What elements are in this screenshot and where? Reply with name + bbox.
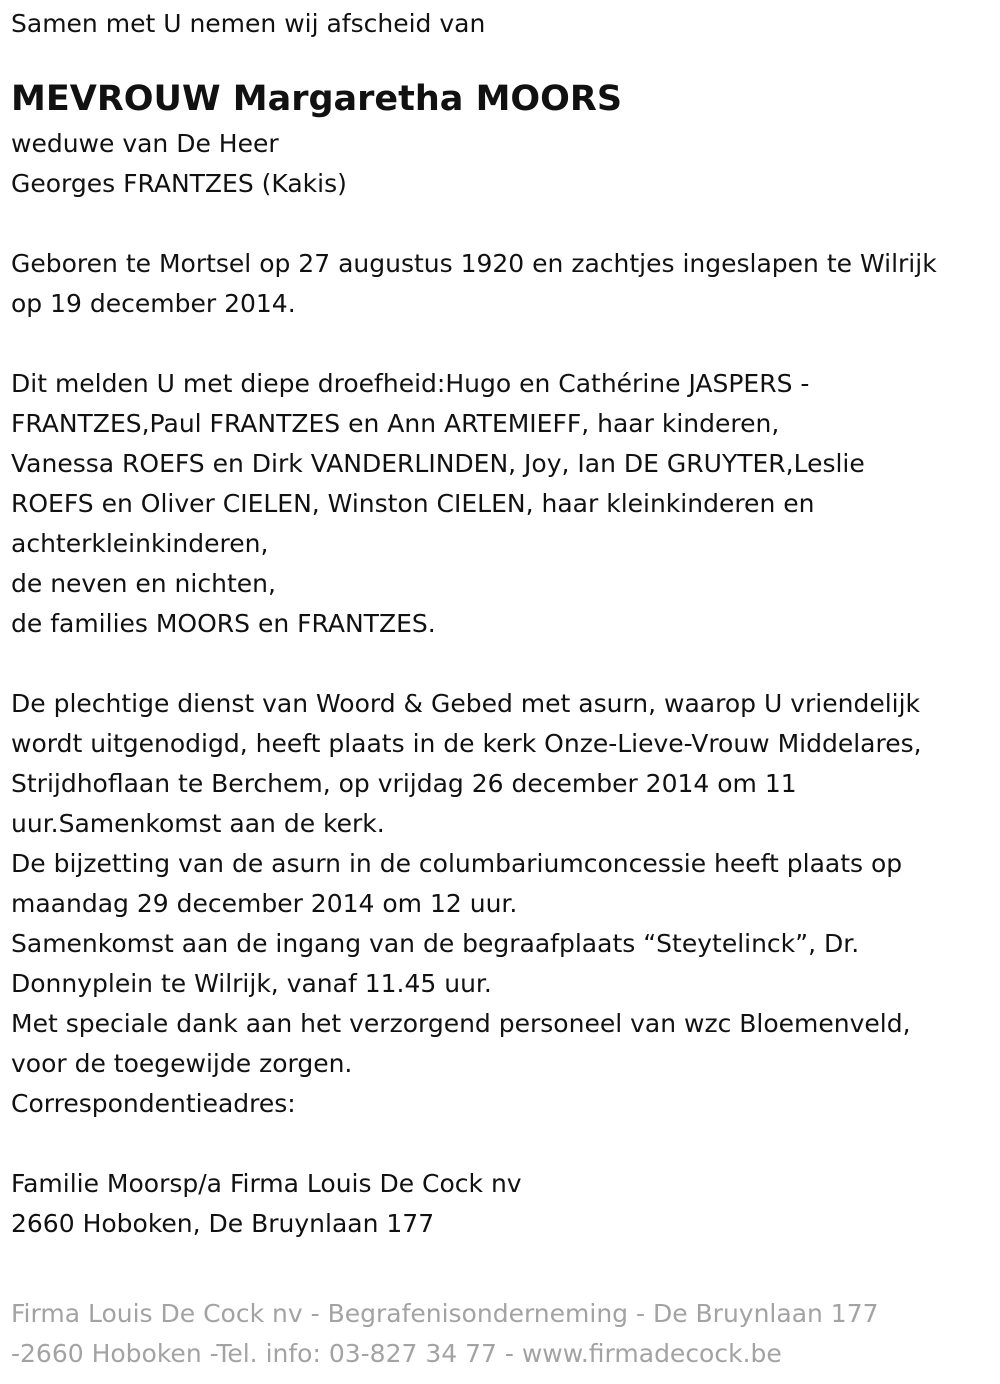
spacer [11, 324, 996, 364]
announcement-line: Dit melden U met diepe droefheid:Hugo en Cathérine JASPERS - [11, 369, 810, 398]
birth-death-line: Geboren te Mortsel op 27 augustus 1920 en zachtjes ingeslapen te Wilrijk [11, 249, 937, 278]
service-line: Strijdhoflaan te Berchem, op vrijdag 26 december 2014 om 11 [11, 769, 797, 798]
address-line: Familie Moorsp/a Firma Louis De Cock nv [11, 1169, 522, 1198]
service-line: Samenkomst aan de ingang van de begraafplaats “Steytelinck”, Dr. [11, 929, 860, 958]
spacer [11, 644, 996, 684]
birth-death-line: op 19 december 2014. [11, 289, 296, 318]
service-line: maandag 29 december 2014 om 12 uur. [11, 889, 518, 918]
service-line: wordt uitgenodigd, heeft plaats in de kerk Onze-Lieve-Vrouw Middelares, [11, 729, 922, 758]
service-line: uur.Samenkomst aan de kerk. [11, 809, 385, 838]
correspondence-address [11, 1164, 996, 1244]
funeral-home-footer [11, 1294, 996, 1374]
footer-line: Firma Louis De Cock nv - Begrafenisonderneming - De Bruynlaan 177 [11, 1299, 879, 1328]
obituary-document [11, 4, 996, 1244]
service-line: Donnyplein te Wilrijk, vanaf 11.45 uur. [11, 969, 492, 998]
service-line: Met speciale dank aan het verzorgend personeel van wzc Bloemenveld, [11, 1009, 911, 1038]
announcement-paragraph [11, 364, 996, 644]
service-line: Correspondentieadres: [11, 1089, 296, 1118]
announcement-line: ROEFS en Oliver CIELEN, Winston CIELEN, haar kleinkinderen en [11, 489, 815, 518]
spacer [11, 1124, 996, 1164]
announcement-line: Vanessa ROEFS en Dirk VANDERLINDEN, Joy, Ian DE GRUYTER,Leslie [11, 449, 865, 478]
spacer [11, 204, 996, 244]
birth-death-paragraph [11, 244, 996, 324]
announcement-line: de families MOORS en FRANTZES. [11, 609, 436, 638]
relation-line-2: Georges FRANTZES (Kakis) [11, 169, 347, 198]
announcement-line: de neven en nichten, [11, 569, 276, 598]
relation-line-1: weduwe van De Heer [11, 129, 279, 158]
service-paragraph [11, 684, 996, 1124]
announcement-line: achterkleinkinderen, [11, 529, 269, 558]
service-line: voor de toegewijde zorgen. [11, 1049, 353, 1078]
address-line: 2660 Hoboken, De Bruynlaan 177 [11, 1209, 435, 1238]
intro-text: Samen met U nemen wij afscheid van [11, 9, 486, 38]
service-line: De bijzetting van de asurn in de columbariumconcessie heeft plaats op [11, 849, 903, 878]
deceased-name: MEVROUW Margaretha MOORS [11, 79, 623, 119]
announcement-line: FRANTZES,Paul FRANTZES en Ann ARTEMIEFF, haar kinderen, [11, 409, 780, 438]
service-line: De plechtige dienst van Woord & Gebed met asurn, waarop U vriendelijk [11, 689, 921, 718]
footer-line: -2660 Hoboken -Tel. info: 03-827 34 77 - www.firmadecock.be [11, 1339, 782, 1368]
